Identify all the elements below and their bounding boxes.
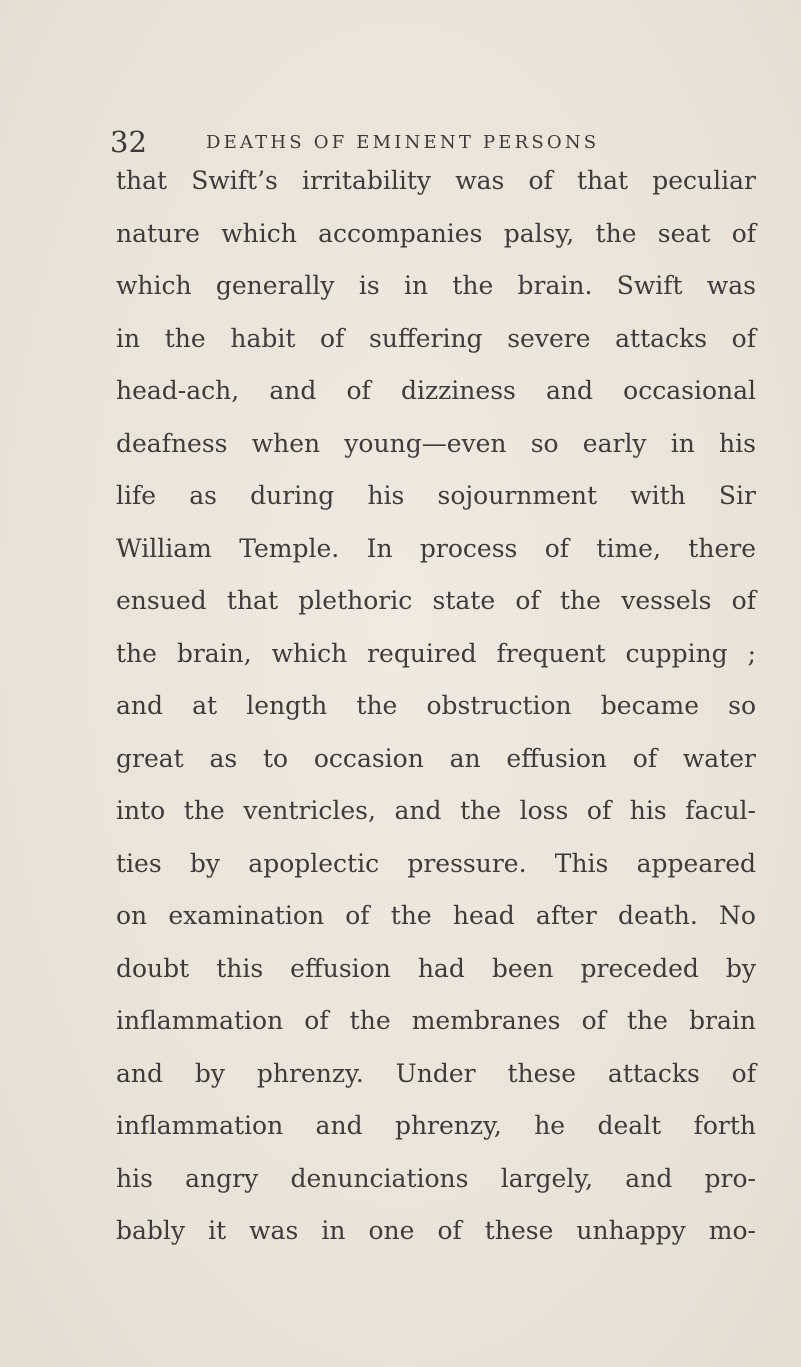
text-line: deafness when young—even so early in his	[116, 428, 756, 458]
text-line: on examination of the head after death. No	[116, 901, 756, 930]
text-line: into the ventricles, and the loss of his facul-	[116, 796, 756, 825]
text-line: in the habit of suffering severe attacks of	[116, 323, 756, 353]
text-line: bably it was in one of these unhappy mo-	[116, 1216, 756, 1245]
text-line: doubt this effusion had been preceded by	[116, 953, 756, 983]
text-line: and at length the obstruction became so	[116, 691, 756, 720]
text-line: his angry denunciations largely, and pro-	[116, 1163, 756, 1193]
text-line: great as to occasion an effusion of water	[116, 743, 756, 773]
text-line: and by phrenzy. Under these attacks of	[116, 1058, 756, 1088]
text-line: life as during his sojournment with Sir	[116, 481, 756, 510]
page-number: 32	[110, 125, 147, 159]
text-line: inflammation and phrenzy, he dealt forth	[116, 1111, 756, 1140]
text-line: ensued that plethoric state of the vessels of	[116, 586, 756, 615]
text-line: the brain, which required frequent cupping ;	[116, 638, 756, 668]
text-line: which generally is in the brain. Swift was	[116, 271, 756, 300]
text-line: inflammation of the membranes of the brain	[116, 1006, 756, 1035]
text-line: nature which accompanies palsy, the seat of	[116, 218, 756, 248]
body-text	[116, 155, 756, 1258]
running-title: DEATHS OF EMINENT PERSONS	[206, 132, 600, 153]
text-line: head-ach, and of dizziness and occasional	[116, 376, 756, 405]
text-line: William Temple. In process of time, there	[116, 533, 756, 563]
text-line: that Swift’s irritability was of that peculiar	[116, 166, 756, 195]
text-line: ties by apoplectic pressure. This appeared	[116, 848, 756, 878]
